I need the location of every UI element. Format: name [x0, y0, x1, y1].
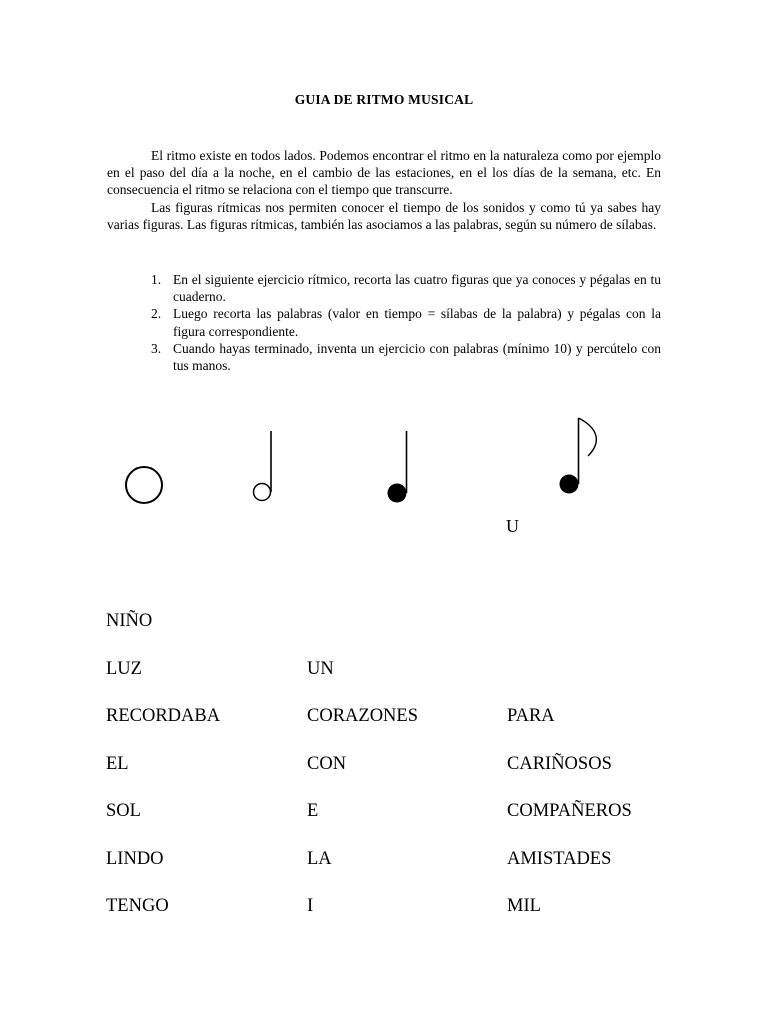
word-card: MIL: [507, 896, 541, 916]
word-card: AMISTADES: [507, 849, 612, 869]
instruction-number: 2.: [151, 306, 162, 322]
word-card: LA: [307, 849, 332, 869]
instruction-number: 1.: [151, 272, 162, 287]
whole-note-icon: [126, 467, 162, 503]
word-card: E: [307, 801, 319, 821]
half-note-icon: [254, 431, 272, 501]
word-card: CORAZONES: [307, 706, 419, 726]
instruction-text: Luego recorta las palabras (valor en tiempo = sílabas de la palabra) y pégalas con la figura correspondiente.: [173, 306, 661, 339]
word-card: NIÑO: [106, 611, 153, 631]
word-card: CON: [307, 754, 347, 774]
word-card: LINDO: [106, 849, 164, 869]
word-card: SOL: [106, 801, 141, 821]
word-card: LUZ: [106, 659, 142, 679]
word-card: UN: [307, 659, 334, 679]
instruction-text: Cuando hayas terminado, inventa un ejercicio con palabras (mínimo 10) y percútelo con tus manos.: [173, 340, 661, 374]
page-title: GUIA DE RITMO MUSICAL: [294, 92, 474, 107]
word-card: EL: [106, 754, 129, 774]
word-card: PARA: [507, 706, 555, 726]
instruction-text: En el siguiente ejercicio rítmico, recorta las cuatro figuras que ya conoces y pégalas en tu cuaderno.: [173, 272, 661, 305]
word-card: COMPAÑEROS: [507, 801, 632, 821]
intro-paragraph-1: El ritmo existe en todos lados. Podemos encontrar el ritmo en la naturaleza como por ejemplo en el paso del día a la noche, en el cambio de las estaciones, en el los días de la semana, etc. En consecuencia el ritmo se relaciona con el tiempo que transcurre.: [107, 148, 661, 198]
figure-label: U: [506, 516, 519, 536]
instruction-number: 3.: [151, 340, 162, 356]
word-card: RECORDABA: [106, 706, 221, 726]
intro-paragraph-2: Las figuras rítmicas nos permiten conocer el tiempo de los sonidos y como tú ya sabes hay varias figuras. Las figuras rítmicas, también las asociamos a las palabras, según su número de sílabas.: [107, 200, 661, 233]
word-card: CARIÑOSOS: [507, 754, 612, 774]
quarter-note-icon: [388, 431, 407, 503]
word-card: TENGO: [106, 896, 169, 916]
eighth-note-icon: [560, 418, 597, 494]
word-card: I: [307, 896, 314, 916]
